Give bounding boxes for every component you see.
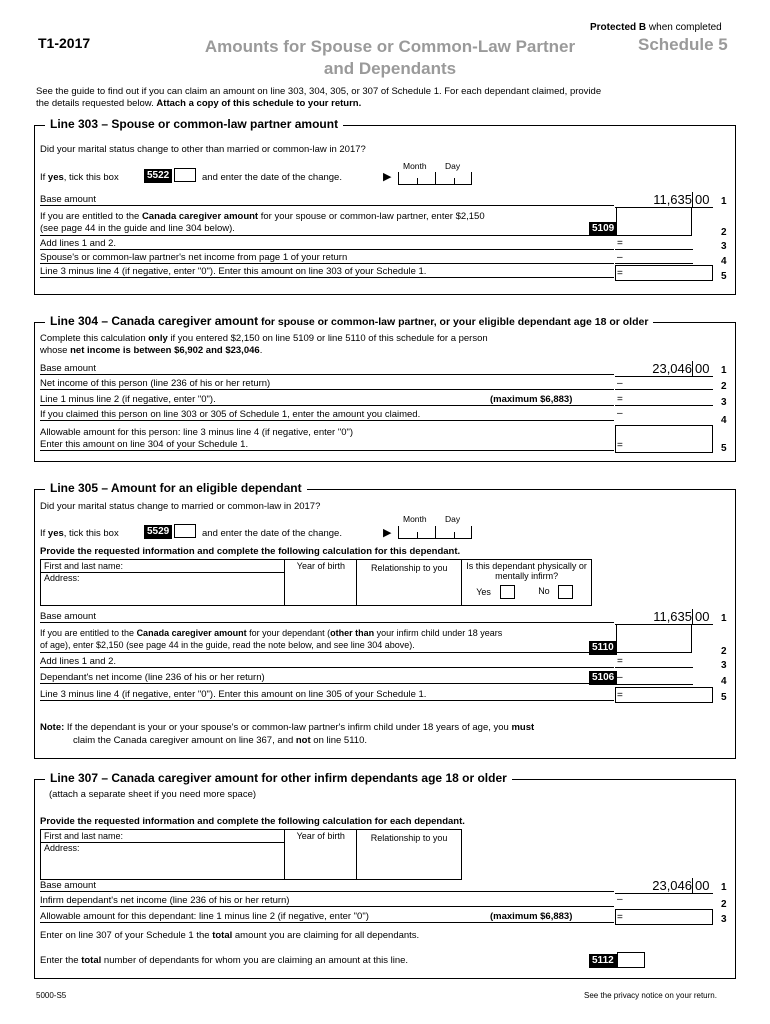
date-change-label: and enter the date of the change. (202, 528, 342, 539)
net-income-label: Infirm dependant's net income (line 236 of his or her return) (40, 895, 614, 907)
line3-minus-line4-label: Line 3 minus line 4 (if negative, enter "0"). Enter this amount on line 305 of your Schedule 1. (40, 689, 614, 701)
field-code-5106: 5106 (589, 671, 617, 685)
base-amount-label: Base amount (40, 880, 614, 892)
infirm-dependant-table (40, 829, 462, 880)
date-input-303[interactable] (398, 172, 472, 185)
provide-info-label: Provide the requested information and complete the following calculation for this dependant. (40, 546, 461, 557)
section-304: Line 304 – Canada caregiver amount for spouse or common-law partner, or your eligible dependant age 18 or older Complete this calculation only if you entered $2,150 on line 5109 or line 5110 of this schedule for a person whose net income is between $6,902 and $23,046. Base amount 23,046 00 1 Net income of this person (line 236 of his or her return) – 2 Line 1 minus line 2 (if negative, enter "0"). (maximum $6,883) = 3 If you claimed this person on line 303 or 305 of Schedule 1, enter the amount you claimed. – 4 Allowable amount for this person: line 3 minus line 4 (if negative, enter "0") Enter this amount on line 304 of your Schedule 1. = 5 (34, 322, 736, 462)
section-305-title: Line 305 – Amount for an eligible dependant (45, 481, 307, 495)
field-code-5529: 5529 (144, 525, 172, 539)
date-change-label: and enter the date of the change. (202, 172, 342, 183)
day-label: Day (445, 161, 461, 171)
amount-input-303-2[interactable] (616, 208, 692, 236)
base-amount-307: 23,046 (652, 878, 692, 893)
amount-input-305-5[interactable] (615, 687, 713, 703)
add-lines-label: Add lines 1 and 2. (40, 656, 614, 668)
s305-note: Note: If the dependant is your or your spouse's or common-law partner's infirm child under 18 years of age, you must claim the Canada caregiver amount on line 367, and not on line 5110. (40, 722, 535, 746)
s304-intro: Complete this calculation only if you entered $2,150 on line 5109 or line 5110 of this schedule for a person whose net income is between $6,902 and $23,046. (40, 333, 488, 356)
ccg-305-text: If you are entitled to the Canada caregiver amount for your dependant (other than your infirm child under 18 years of age), enter $2,150 (see page 44 in the guide, read the note below, and see line 304 above). (40, 628, 503, 650)
month-label: Month (403, 161, 427, 171)
amount-input-304-5[interactable] (615, 425, 713, 453)
name-address-cell[interactable]: First and last name: Address: (41, 830, 285, 880)
base-amount-304: 23,046 (652, 361, 692, 376)
amount-input-307-3[interactable] (615, 909, 713, 925)
arrow-icon: ▶ (383, 527, 392, 539)
year-of-birth-cell[interactable]: Year of birth (285, 830, 357, 880)
enter-total-number: Enter the total number of dependants for whom you are claiming an amount at this line. (40, 955, 409, 966)
allowable-amount-label: Allowable amount for this dependant: line 1 minus line 2 (if negative, enter "0") (maximum $6,883) (40, 911, 614, 923)
provide-info-label: Provide the requested information and complete the following calculation for each dependant. (40, 816, 465, 827)
section-303: Line 303 – Spouse or common-law partner amount Did your marital status change to other than married or common-law in 2017? Month Day If yes, tick this box 5522 and enter the date of the change. ▶ Base amount 11,635 00 1 If you are entitled to the Canada caregiver amount for your spouse or common-law partner, enter $2,150 (see page 44 in the guide and line 304 below). 5109 2 Add lines 1 and 2. = 3 Spouse's or common-law partner's net income from page 1 of your return – 4 Line 3 minus line 4 (if negative, enter "0"). Enter this amount on line 303 of your Schedule 1. = 5 (34, 125, 736, 295)
attach-sheet-note: (attach a separate sheet if you need more space) (49, 789, 257, 800)
privacy-notice: See the privacy notice on your return. (584, 991, 717, 1000)
section-307-title: Line 307 – Canada caregiver amount for other infirm dependants age 18 or older (45, 771, 512, 785)
form-id: T1-2017 (38, 35, 91, 51)
field-code-5522: 5522 (144, 169, 172, 183)
relationship-cell[interactable]: Relationship to you (357, 830, 462, 880)
base-amount-label: Base amount (40, 363, 614, 375)
form-number: 5000-S5 (36, 991, 67, 1000)
ccg-303-text: If you are entitled to the Canada caregiver amount for your spouse or common-law partner, enter $2,150 (see page 44 in the guide and line 304 below). (40, 211, 485, 234)
add-lines-label: Add lines 1 and 2. (40, 238, 614, 250)
line3-minus-line4-label: Line 3 minus line 4 (if negative, enter "0"). Enter this amount on line 303 of your Schedule 1. (40, 266, 614, 278)
intro-text: See the guide to find out if you can claim an amount on line 303, 304, 305, or 307 of Schedule 1. For each dependant claimed, provide the details requested below. Attach a copy of this schedule to your return. (36, 86, 602, 109)
dependant-count-input[interactable] (617, 952, 645, 968)
line1-minus-line2-label: Line 1 minus line 2 (if negative, enter "0"). (maximum $6,883) (40, 394, 614, 406)
month-label: Month (403, 514, 427, 524)
schedule-label: Schedule 5 (638, 35, 728, 54)
amount-input-303-5[interactable] (615, 265, 713, 281)
section-307: Line 307 – Canada caregiver amount for other infirm dependants age 18 or older (attach a separate sheet if you need more space) Provide the requested information and complete the following calculation for each dependant. First and last name: Address: Year of birth Relationship to you Base amount 23,046 00 1 Infirm dependant's net income (line 236 of his or her return) – 2 Allowable amount for this dependant: line 1 minus line 2 (if negative, enter "0") (maximum $6,883) = 3 Enter on line 307 of your Schedule 1 the total amount you are claiming for all dependants. Enter the total number of dependants for whom you are claiming an amount at this line. 5112 (34, 779, 736, 979)
section-304-title: Line 304 – Canada caregiver amount for spouse or common-law partner, or your eligible dependant age 18 or older (45, 314, 653, 328)
field-code-5110: 5110 (589, 641, 617, 655)
amount-input-305-2[interactable] (616, 625, 692, 653)
arrow-icon: ▶ (383, 171, 392, 183)
field-code-5112: 5112 (589, 954, 617, 968)
claimed-amount-label: If you claimed this person on line 303 or 305 of Schedule 1, enter the amount you claimed. (40, 409, 614, 421)
base-amount-303: 11,635 (653, 192, 692, 207)
relationship-cell[interactable]: Relationship to you (357, 560, 462, 606)
checkbox-5522[interactable] (174, 168, 196, 182)
page-title: Amounts for Spouse or Common-Law Partner and Dependants (204, 37, 576, 78)
field-code-5109: 5109 (589, 222, 617, 236)
infirm-no-checkbox[interactable] (558, 585, 573, 599)
day-label: Day (445, 514, 461, 524)
allowable-amount-text: Allowable amount for this person: line 3 minus line 4 (if negative, enter "0") Enter this amount on line 304 of your Schedule 1. (40, 427, 354, 450)
base-amount-label: Base amount (40, 194, 614, 206)
enter-total-amount: Enter on line 307 of your Schedule 1 the total amount you are claiming for all dependants. (40, 930, 420, 941)
base-amount-305: 11,635 (653, 609, 692, 624)
marital-status-question: Did your marital status change to other than married or common-law in 2017? (40, 144, 366, 155)
base-amount-label: Base amount (40, 611, 614, 623)
dependant-info-table (40, 559, 592, 606)
marital-status-question: Did your marital status change to married or common-law in 2017? (40, 501, 321, 512)
dependant-net-income-label: Dependant's net income (line 236 of his or her return) (40, 672, 590, 684)
section-305: Line 305 – Amount for an eligible dependant Did your marital status change to married or common-law in 2017? Month Day If yes, tick this box 5529 and enter the date of the change. ▶ Provide the requested information and complete the following calculation for this dependant. First and last name: Address: Year of birth Relationship to you Is this dependant physically or mentally infirm? Yes No Base amount 11,635 00 1 If you are entitled to the Canada caregiver amount for your dependant (other than your infirm child under 18 years of age), enter $2,150 (see page 44 in the guide, read the note below, and see line 304 above). 5110 2 Add lines 1 and 2. = 3 Dependant's net income (line 236 of his or her return) 5106 – 4 Line 3 minus line 4 (if negative, enter "0"). Enter this amount on line 305 of your Schedule 1. = 5 Note: If the dependant is your or your spouse's or common-law partner's infirm child under 18 years of age, you must claim the Canada caregiver amount on line 367, and not on line 5110. (34, 489, 736, 759)
infirm-yes-checkbox[interactable] (500, 585, 515, 599)
if-yes-label: If yes, tick this box (40, 528, 119, 539)
net-income-label: Net income of this person (line 236 of his or her return) (40, 378, 614, 390)
spouse-net-income-label: Spouse's or common-law partner's net income from page 1 of your return (40, 252, 614, 264)
section-303-title: Line 303 – Spouse or common-law partner amount (45, 117, 343, 131)
protected-b-label: Protected B when completed (590, 22, 722, 33)
if-yes-label: If yes, tick this box (40, 172, 119, 183)
infirm-cell: Is this dependant physically or mentally infirm? Yes No (462, 560, 592, 606)
year-of-birth-cell[interactable]: Year of birth (285, 560, 357, 606)
checkbox-5529[interactable] (174, 524, 196, 538)
name-address-cell[interactable]: First and last name: Address: (41, 560, 285, 606)
date-input-305[interactable] (398, 526, 472, 539)
